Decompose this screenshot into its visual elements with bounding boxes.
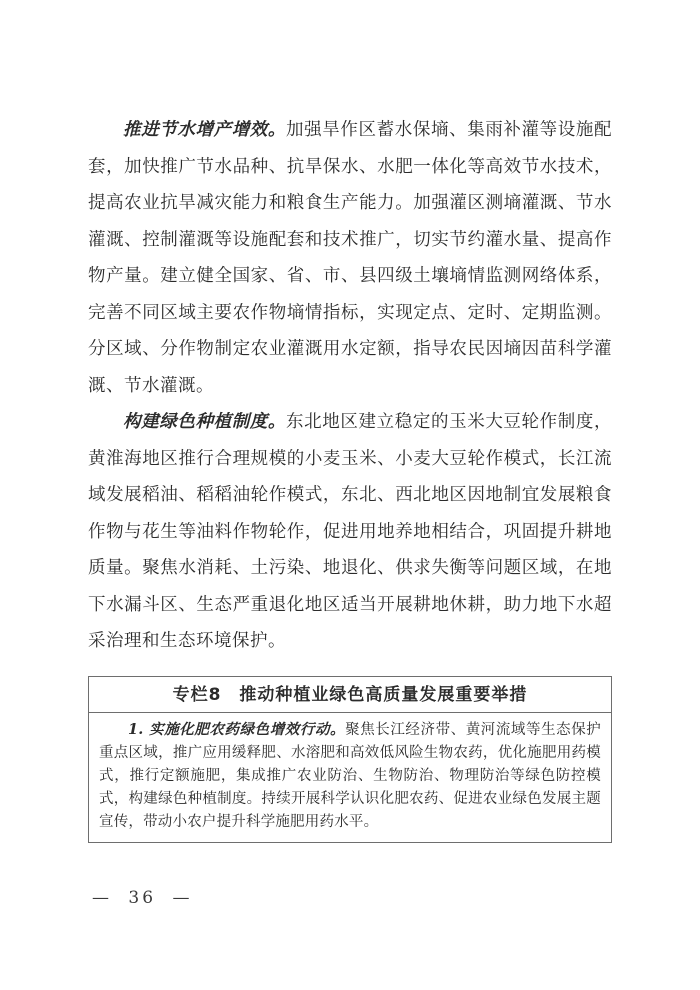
- page-content: [88, 112, 612, 843]
- paragraph: [88, 112, 612, 404]
- paragraph: [88, 404, 612, 660]
- callout-item: [89, 713, 611, 842]
- callout-box: [88, 676, 612, 843]
- callout-title: 专栏8 推动种植业绿色高质量发展重要举措: [89, 677, 611, 713]
- callout-item-lead: 1. 实施化肥农药绿色增效行动。: [128, 720, 346, 738]
- paragraph-body: 加强旱作区蓄水保墒、集雨补灌等设施配套，加快推广节水品种、抗旱保水、水肥一体化等高效节水技术，提高农业抗旱减灾能力和粮食生产能力。加强灌区测墒灌溉、节水灌溉、控制灌溉等设施配套和技术推广，切实节约灌水量、提高作物产量。建立健全国家、省、市、县四级土壤墒情监测网络体系，完善不同区域主要农作物墒情指标，实现定点、定时、定期监测。分区域、分作物制定农业灌溉用水定额，指导农民因墒因苗科学灌溉、节水灌溉。: [88, 120, 613, 396]
- paragraph-lead: 推进节水增产增效。: [123, 120, 287, 140]
- page-number: — 36 —: [92, 888, 193, 908]
- callout-item-body: 聚焦长江经济带、黄河流域等生态保护重点区域，推广应用缓释肥、水溶肥和高效低风险生物农药，优化施肥用药模式，推行定额施肥，集成推广农业防治、生物防治、物理防治等绿色防控模式，构建绿色种植制度。持续开展科学认识化肥农药、促进农业绿色发展主题宣传，带动小农户提升科学施肥用药水平。: [99, 721, 601, 830]
- paragraph-body: 东北地区建立稳定的玉米大豆轮作制度，黄淮海地区推行合理规模的小麦玉米、小麦大豆轮作模式，长江流域发展稻油、稻稻油轮作模式，东北、西北地区因地制宜发展粮食作物与花生等油料作物轮作，促进用地养地相结合，巩固提升耕地质量。聚焦水消耗、土污染、地退化、供求失衡等问题区域，在地下水漏斗区、生态严重退化地区适当开展耕地休耕，助力地下水超采治理和生态环境保护。: [88, 412, 613, 651]
- paragraph-lead: 构建绿色种植制度。: [123, 412, 287, 432]
